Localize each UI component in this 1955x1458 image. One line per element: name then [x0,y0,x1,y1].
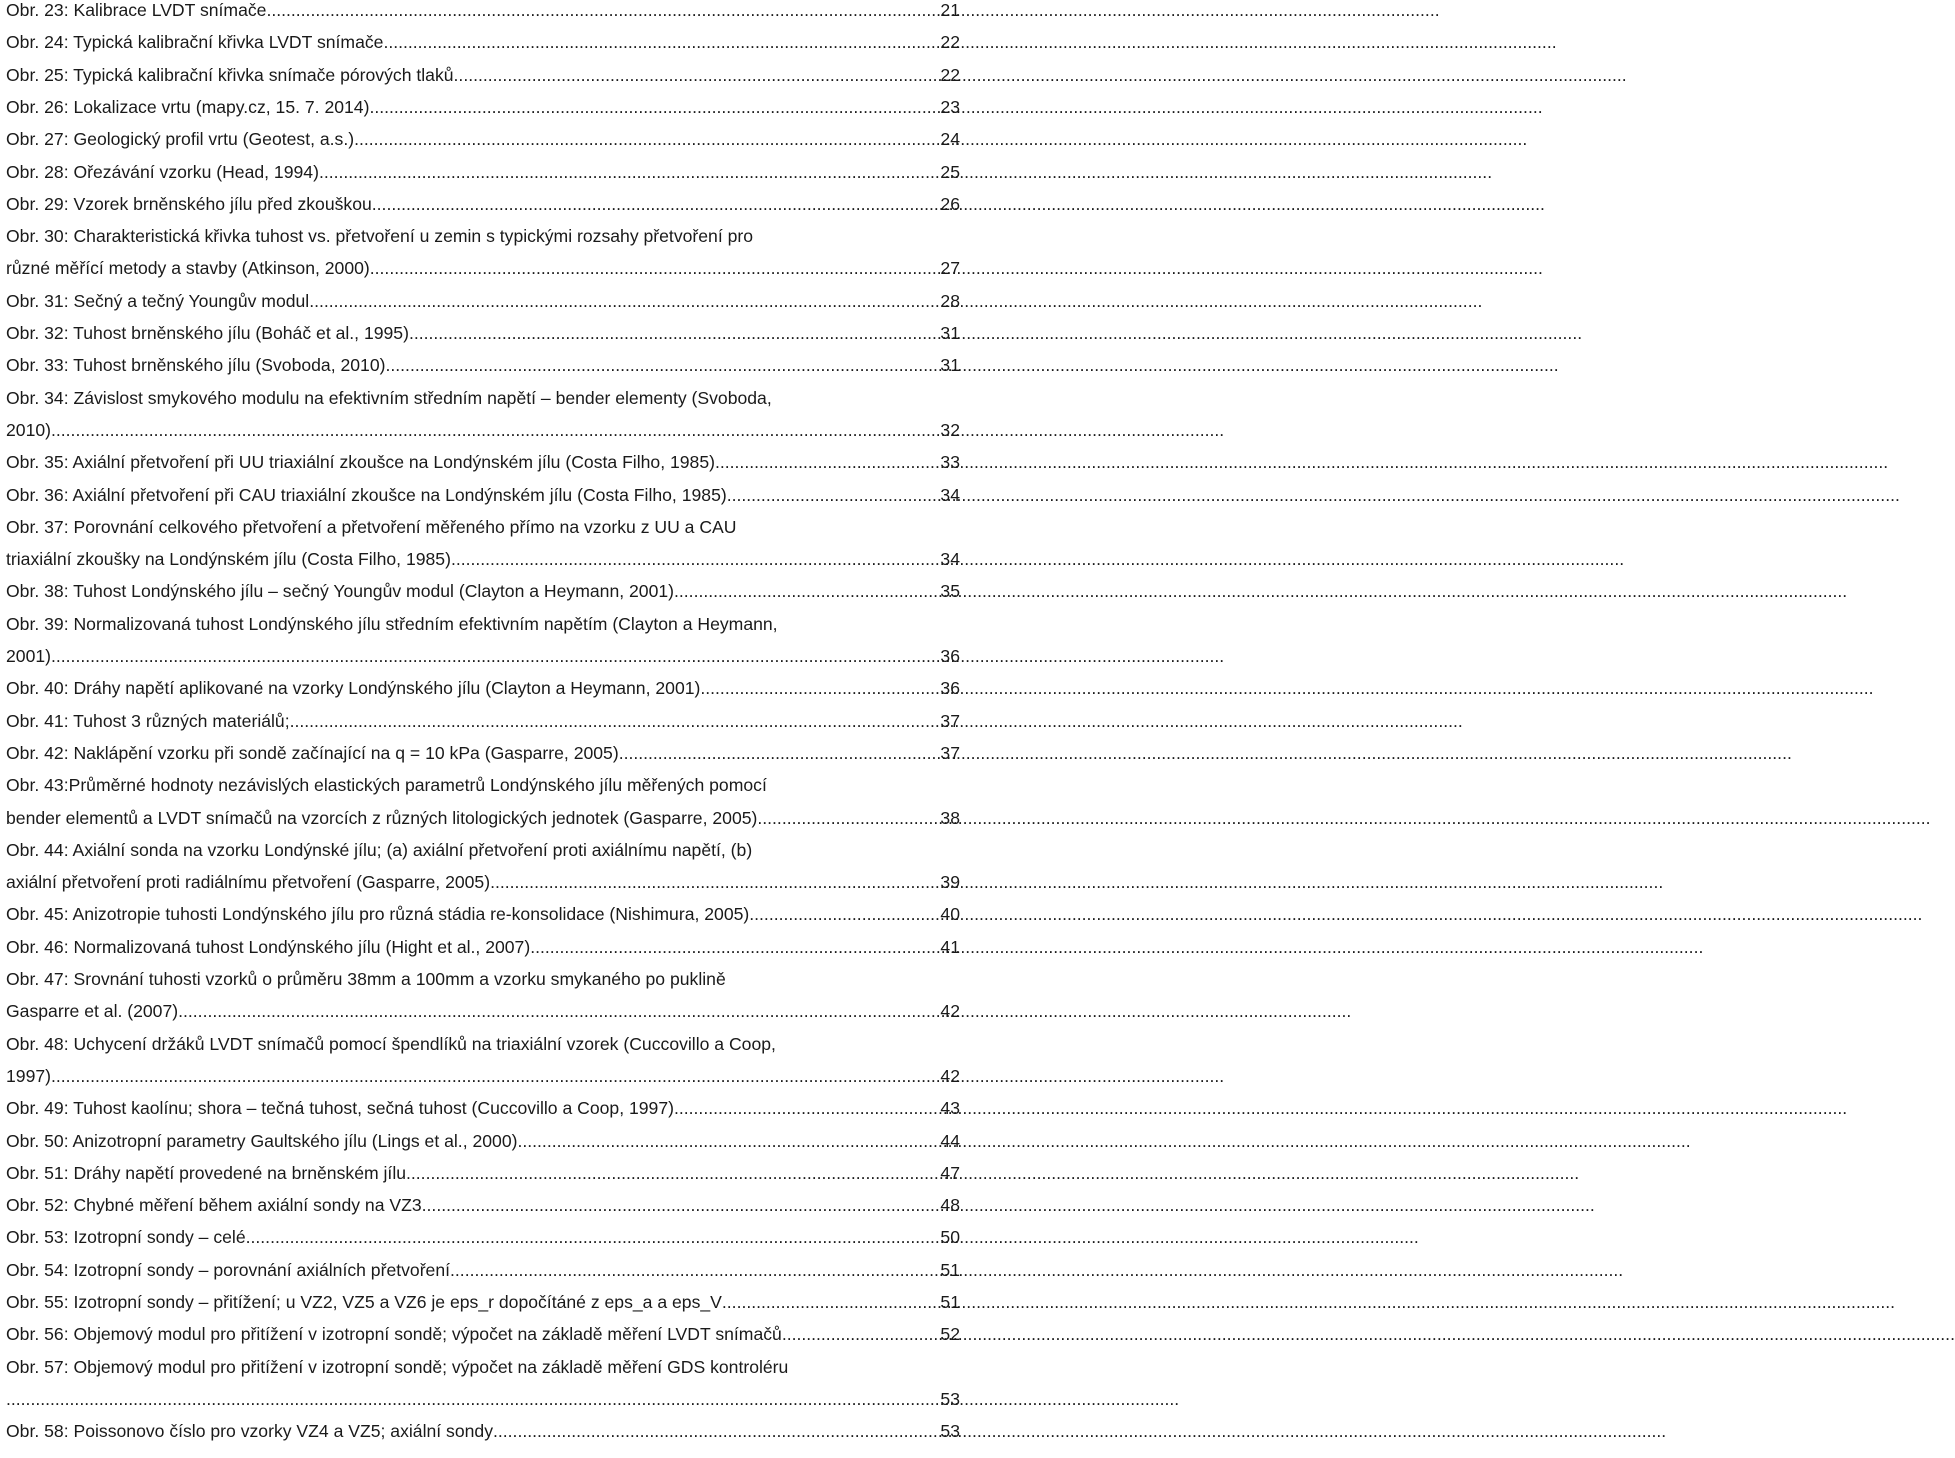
toc-entry-title: Obr. 46: Normalizovaná tuhost Londýnského jílu (Hight et al., 2007) [6,936,531,957]
toc-entry-line[interactable]: Obr. 43:Průměrné hodnoty nezávislých elastických parametrů Londýnského jílu měřených pomocí [6,775,767,796]
toc-entry-title: Obr. 42: Naklápění vzorku při sondě začínající na q = 10 kPa (Gasparre, 2005) [6,742,619,763]
dot-leader [715,452,940,473]
toc-entry-title: Obr. 28: Ořezávání vzorku (Head, 1994) [6,161,319,182]
toc-entry-title: Obr. 27: Geologický profil vrtu (Geotest, a.s.) [6,129,355,150]
toc-entry[interactable] [6,1227,960,1255]
toc-page-number: 50 [940,1227,960,1248]
dot-leader [530,937,940,958]
toc-entry-title: Obr. 41: Tuhost 3 různých materiálů; [6,710,290,731]
toc-page-number: 47 [940,1162,960,1183]
toc-entry[interactable] [6,1066,960,1094]
dot-leader [454,65,941,86]
toc-entry[interactable] [6,1292,960,1320]
dot-leader [386,355,941,376]
toc-page-number: 36 [940,646,960,666]
toc-entry[interactable] [6,1195,960,1223]
toc-entry-title: Obr. 56: Objemový modul pro přitížení v izotropní sondě; výpočet na základě měření LVDT snímačů [6,1324,782,1345]
toc-page-number: 37 [940,742,960,763]
toc-entry-title: Obr. 52: Chybné měření během axiální sondy na VZ3 [6,1195,422,1216]
toc-entry[interactable] [6,1421,960,1449]
dot-leader [354,129,940,150]
dot-leader [450,1260,940,1281]
dot-leader [727,485,941,506]
toc-page-number: 34 [940,549,960,570]
toc-entry-line[interactable]: Obr. 48: Uchycení držáků LVDT snímačů pomocí špendlíků na triaxiální vzorek (Cuccovillo a Coop, [6,1033,776,1054]
toc-entry[interactable] [6,1098,960,1126]
toc-entry-title: Obr. 40: Dráhy napětí aplikované na vzorky Londýnského jílu (Clayton a Heymann, 2001) [6,678,701,699]
toc-entry[interactable] [6,291,960,319]
toc-entry-title: axiální přetvoření proti radiálnímu přetvoření (Gasparre, 2005) [6,872,491,893]
dot-leader [290,711,941,732]
dot-leader [493,1421,940,1442]
toc-entry-line[interactable]: Obr. 39: Normalizovaná tuhost Londýnského jílu středním efektivním napětím (Clayton a Heymann, [6,613,778,634]
toc-entry-title: Obr. 45: Anizotropie tuhosti Londýnského jílu pro různá stádia re-konsolidace (Nishimura, 2005) [6,904,750,925]
dot-leader [451,549,940,570]
dot-leader [266,0,940,21]
toc-entry-title: Obr. 23: Kalibrace LVDT snímače [6,0,267,20]
toc-entry-title: 1997) [6,1065,51,1086]
dot-leader [674,581,940,602]
dot-leader [6,1389,940,1410]
dot-leader [383,32,940,53]
toc-page-number: 26 [940,193,960,214]
toc-entry-line[interactable]: Obr. 34: Závislost smykového modulu na efektivním středním napětí – bender elementy (Svoboda, [6,387,772,408]
toc-entry-title: triaxiální zkoušky na Londýnském jílu (Costa Filho, 1985) [6,549,451,570]
dot-leader [749,904,940,925]
toc-page-number: 33 [940,452,960,473]
dot-leader [674,1098,940,1119]
toc-page-number: 22 [940,32,960,53]
toc-entry[interactable] [6,162,960,190]
toc-entry-line[interactable]: Obr. 37: Porovnání celkového přetvoření a přetvoření měřeného přímo na vzorku z UU a CAU [6,516,737,537]
toc-entry-title: Obr. 55: Izotropní sondy – přitížení; u VZ2, VZ5 a VZ6 je eps_r dopočítáné z eps_a a eps_V [6,1292,722,1312]
toc-page-number: 25 [940,161,960,182]
toc-page-number: 38 [940,807,960,828]
toc-page-number: 21 [940,0,960,20]
toc-entry-title: Obr. 32: Tuhost brněnského jílu (Boháč et al., 1995) [6,323,409,343]
toc-page-number: 32 [940,419,960,440]
toc-page-number: 37 [940,710,960,731]
dot-leader [370,258,941,279]
toc-page-number: 53 [940,1421,960,1442]
toc-entry[interactable] [6,1260,960,1288]
toc-entry[interactable] [6,129,960,157]
toc-entry-title: Obr. 26: Lokalizace vrtu (mapy.cz, 15. 7. 2014) [6,96,370,117]
toc-entry[interactable] [6,258,960,286]
dot-leader [517,1131,940,1152]
toc-page-number: 24 [940,129,960,150]
toc-page-number: 35 [940,581,960,602]
toc-page-number: 51 [940,1292,960,1312]
dot-leader [51,420,940,441]
toc-page-number: 42 [940,1001,960,1022]
toc-page-number: 41 [940,936,960,957]
toc-page-number: 51 [940,1259,960,1280]
toc-page-number: 22 [940,64,960,85]
toc-page-number: 52 [940,1324,960,1345]
toc-entry[interactable] [6,549,960,577]
toc-entry-title: Obr. 29: Vzorek brněnského jílu před zkouškou [6,193,372,214]
toc-page-number: 31 [940,323,960,343]
dot-leader [722,1292,941,1313]
toc-entry[interactable] [6,1324,960,1352]
toc-entry-title: Gasparre et al. (2007) [6,1001,179,1022]
toc-entry-line[interactable]: Obr. 47: Srovnání tuhosti vzorků o průměru 38mm a 100mm a vzorku smykaného po puklině [6,969,726,989]
toc-entry-title: Obr. 58: Poissonovo číslo pro vzorky VZ4 a VZ5; axiální sondy [6,1421,493,1442]
toc-entry-title: Obr. 38: Tuhost Londýnského jílu – sečný Youngův modul (Clayton a Heymann, 2001) [6,581,675,602]
toc-entry[interactable] [6,808,960,836]
toc-entry[interactable] [6,1389,960,1417]
toc-entry-title: Obr. 54: Izotropní sondy – porovnání axiálních přetvoření [6,1259,451,1280]
toc-entry-title: Obr. 25: Typická kalibrační křivka snímače pórových tlaků [6,64,454,85]
toc-entry-title: bender elementů a LVDT snímačů na vzorcích z různých litologických jednotek (Gasparre, 2005) [6,807,758,828]
toc-page-number: 27 [940,258,960,279]
toc-entry[interactable] [6,355,960,383]
toc-entry-title: Obr. 24: Typická kalibrační křivka LVDT snímače [6,32,384,53]
dot-leader [309,291,940,312]
toc-page-number: 42 [940,1065,960,1086]
toc-entry[interactable] [6,937,960,965]
toc-entry[interactable] [6,872,960,900]
toc-entry[interactable] [6,452,960,480]
toc-entry[interactable] [6,0,960,28]
toc-entry[interactable] [6,1131,960,1159]
toc-entry-title: Obr. 31: Sečný a tečný Youngův modul [6,290,310,311]
toc-page-number: 48 [940,1195,960,1216]
toc-entry-title: Obr. 49: Tuhost kaolínu; shora – tečná tuhost, sečná tuhost (Cuccovillo a Coop, 1997) [6,1098,674,1119]
toc-entry[interactable] [6,420,960,448]
toc-entry[interactable] [6,904,960,932]
toc-entry-title: Obr. 36: Axiální přetvoření při CAU triaxiální zkoušce na Londýnském jílu (Costa Filho, 1985) [6,484,727,505]
dot-leader [406,1163,940,1184]
toc-entry[interactable] [6,1163,960,1191]
dot-leader [757,808,940,829]
dot-leader [372,194,941,215]
toc-page-number: 23 [940,96,960,117]
toc-page-number: 34 [940,484,960,505]
toc-entry[interactable] [6,646,960,674]
dot-leader [246,1227,941,1248]
toc-page-number: 39 [940,872,960,893]
dot-leader [700,678,940,699]
toc-entry[interactable] [6,65,960,93]
toc-entry[interactable] [6,97,960,125]
toc-page-number: 40 [940,904,960,925]
toc-entry-line[interactable]: Obr. 57: Objemový modul pro přitížení v izotropní sondě; výpočet na základě měření GDS kontroléru [6,1356,789,1377]
toc-entry-title: různé měřící metody a stavby (Atkinson, 2000) [6,258,370,279]
dot-leader [490,872,940,893]
dot-leader [178,1001,940,1022]
dot-leader [422,1195,941,1216]
toc-entry[interactable] [6,581,960,609]
toc-entry[interactable] [6,678,960,706]
toc-entry[interactable] [6,485,960,513]
toc-entry-title: Obr. 53: Izotropní sondy – celé [6,1227,246,1248]
toc-page-number: 53 [940,1388,960,1409]
toc-page-number: 44 [940,1130,960,1151]
toc-page-number: 43 [940,1098,960,1119]
toc-entry-line[interactable]: Obr. 30: Charakteristická křivka tuhost vs. přetvoření u zemin s typickými rozsahy přetvoření pro [6,226,754,247]
toc-entry[interactable] [6,711,960,739]
toc-page-number: 28 [940,290,960,311]
toc-entry-title: Obr. 35: Axiální přetvoření při UU triaxiální zkoušce na Londýnském jílu (Costa Filho, 1985) [6,452,715,473]
dot-leader [369,97,940,118]
dot-leader [409,323,940,344]
toc-page-number: 36 [940,678,960,699]
dot-leader [51,646,940,667]
dot-leader [782,1324,941,1345]
toc-entry-title: Obr. 50: Anizotropní parametry Gaultského jílu (Lings et al., 2000) [6,1130,518,1151]
toc-entry[interactable] [6,194,960,222]
toc-entry[interactable] [6,1001,960,1029]
toc-entry-title: 2001) [6,646,51,666]
dot-leader [51,1066,940,1087]
dot-leader [319,162,940,183]
toc-entry-title: Obr. 33: Tuhost brněnského jílu (Svoboda, 2010) [6,355,386,376]
toc-entry[interactable] [6,323,960,351]
toc-entry-title: 2010) [6,419,51,440]
toc-entry[interactable] [6,32,960,60]
toc-entry-title: Obr. 51: Dráhy napětí provedené na brněnském jílu [6,1162,407,1183]
toc-entry-line[interactable]: Obr. 44: Axiální sonda na vzorku Londýnské jílu; (a) axiální přetvoření proti axiálnímu napětí, (b) [6,839,753,860]
toc-page-number: 31 [940,355,960,376]
dot-leader [619,743,941,764]
toc-entry[interactable] [6,743,960,771]
